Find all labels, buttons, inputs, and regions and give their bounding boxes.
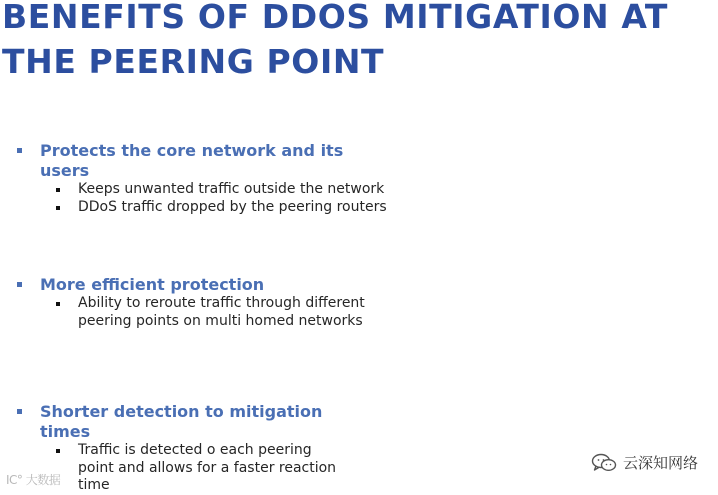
section-heading [16, 141, 388, 181]
section-heading [16, 275, 388, 295]
watermark-left: IC° 大数据 [6, 473, 61, 487]
bullet-section [16, 275, 388, 330]
sub-bullet-item [16, 199, 388, 217]
sub-bullet-list [16, 295, 388, 330]
sub-bullet-list [16, 181, 388, 216]
sub-bullet-item [16, 295, 388, 330]
bullet-section [16, 141, 388, 216]
sub-bullet-text: Traffic is detected o each peering point and allows for a faster reaction time [78, 442, 337, 493]
section-heading-text: More efficient protection [40, 275, 265, 294]
section-heading [16, 402, 346, 442]
square-bullet-icon [56, 206, 60, 210]
sub-bullet-text: Ability to reroute traffic through different peering points on multi homed networks [78, 295, 365, 329]
title-line: BENEFITS OF DDOS MITIGATION AT [2, 0, 669, 36]
sub-bullet-list [16, 442, 346, 495]
slide-title [2, 0, 716, 84]
section-heading-text: Protects the core network and its users [40, 141, 344, 180]
watermark-right [591, 452, 698, 473]
title-line: THE PEERING POINT [2, 42, 385, 81]
sub-bullet-item [16, 181, 388, 199]
watermark-right-text: 云深知网络 [622, 454, 698, 472]
section-heading-text: Shorter detection to mitigation times [40, 402, 323, 441]
wechat-icon [591, 453, 617, 473]
square-bullet-icon [56, 188, 60, 192]
bullet-section [16, 402, 346, 495]
square-bullet-icon [17, 148, 22, 153]
sub-bullet-text: Keeps unwanted traffic outside the network [78, 181, 385, 197]
square-bullet-icon [17, 282, 22, 287]
square-bullet-icon [56, 449, 60, 453]
square-bullet-icon [56, 302, 60, 306]
square-bullet-icon [17, 409, 22, 414]
sub-bullet-text: DDoS traffic dropped by the peering routers [78, 198, 387, 215]
sub-bullet-item [16, 442, 346, 495]
